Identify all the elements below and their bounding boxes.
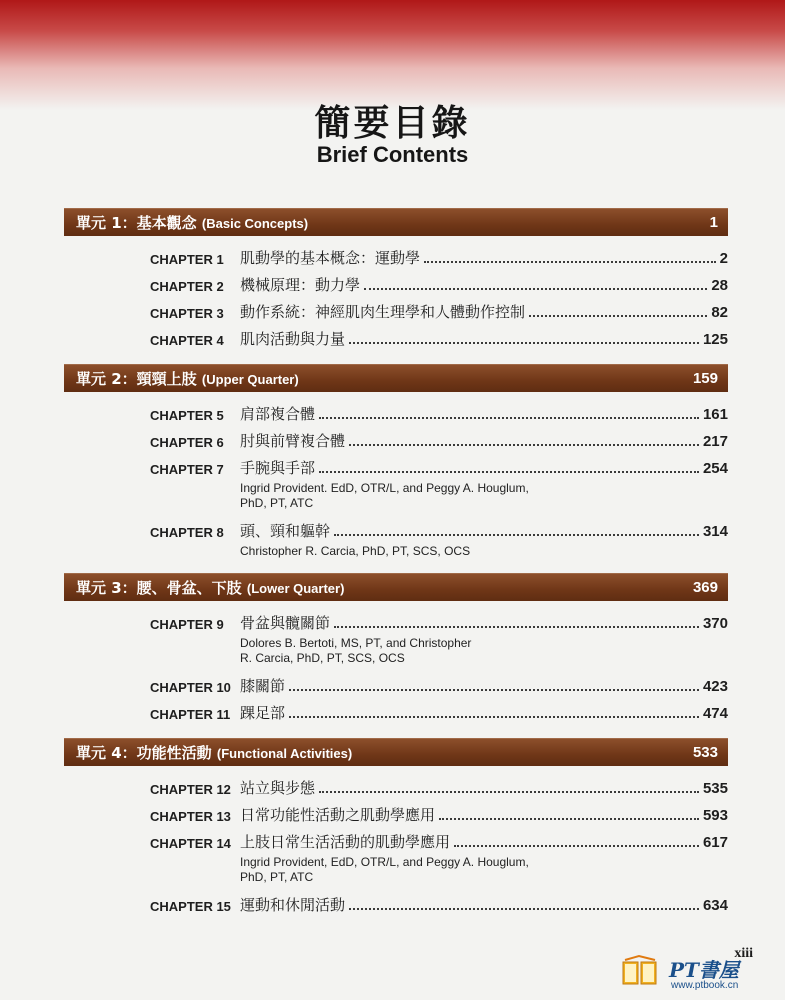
dot-leader (319, 471, 699, 473)
book-logo-icon (621, 954, 661, 988)
page-title-cn: 簡要目錄 (314, 103, 471, 144)
unit-title-en: (Lower Quarter) (246, 581, 345, 596)
chapter-entry[interactable] (150, 515, 728, 542)
chapter-entry[interactable] (150, 826, 728, 853)
dot-leader (289, 716, 699, 718)
chapter-title: 運動和休閒活動 (240, 896, 346, 914)
chapter-label: CHAPTER 2 (150, 279, 224, 294)
chapter-title: 手腕與手部 (240, 459, 316, 477)
author-line: Ingrid Provident, EdD, OTR/L, and Peggy A. Houglum, (240, 855, 529, 869)
dot-leader (349, 342, 699, 344)
unit-title (76, 212, 308, 233)
watermark-url: www.ptbook.cn (671, 980, 739, 991)
unit-title (76, 742, 352, 763)
chapter-page-number: 28 (711, 277, 728, 294)
unit-section (64, 208, 728, 350)
chapter-entry[interactable] (150, 799, 728, 826)
chapter-page-number: 593 (702, 807, 728, 824)
dot-leader (349, 908, 699, 910)
chapter-page-number: 370 (702, 615, 728, 632)
chapter-title: 站立與步態 (240, 779, 316, 797)
chapter-entry[interactable] (150, 242, 728, 269)
chapter-page-number: 217 (702, 433, 728, 450)
dot-leader (349, 444, 699, 446)
chapter-entry[interactable] (150, 697, 728, 724)
unit-title-cn: 單元 4：功能性活動 (76, 744, 212, 762)
chapter-title: 踝足部 (240, 704, 286, 722)
chapter-page-number: 125 (702, 331, 728, 348)
unit-title (76, 577, 344, 598)
chapter-title: 日常功能性活動之肌動學應用 (240, 806, 436, 824)
chapter-label: CHAPTER 15 (150, 899, 231, 914)
chapter-title: 機械原理：動力學 (240, 276, 361, 294)
chapter-page-number: 161 (702, 406, 728, 423)
author-line: Dolores B. Bertoti, MS, PT, and Christopher (240, 636, 472, 650)
chapter-label: CHAPTER 14 (150, 836, 231, 851)
chapter-page-number: 2 (719, 250, 728, 267)
unit-title-cn: 單元 3：腰、骨盆、下肢 (76, 579, 242, 597)
chapter-title: 骨盆與髖關節 (240, 614, 331, 632)
chapter-authors (240, 636, 728, 666)
chapter-list (64, 236, 728, 350)
chapter-title: 肌肉活動與力量 (240, 330, 346, 348)
dot-leader (334, 534, 699, 536)
chapter-page-number: 535 (702, 780, 728, 797)
author-line: Ingrid Provident. EdD, OTR/L, and Peggy A. Houglum, (240, 481, 529, 495)
chapter-title: 肩部複合體 (240, 405, 316, 423)
unit-header-bar[interactable] (64, 208, 728, 236)
chapter-entry[interactable] (150, 425, 728, 452)
chapter-authors (240, 855, 728, 885)
chapter-label: CHAPTER 6 (150, 435, 224, 450)
chapter-page-number: 314 (702, 523, 728, 540)
chapter-entry[interactable] (150, 670, 728, 697)
chapter-title: 動作系統：神經肌肉生理學和人體動作控制 (240, 303, 526, 321)
unit-page-number: 159 (692, 370, 718, 387)
unit-title-en: (Basic Concepts) (201, 216, 309, 231)
unit-page-number: 369 (692, 579, 718, 596)
chapter-page-number: 634 (702, 897, 728, 914)
chapter-entry[interactable] (150, 452, 728, 479)
chapter-title: 肌動學的基本概念：運動學 (240, 249, 421, 267)
chapter-authors (240, 481, 728, 511)
unit-title-cn: 單元 2：頸頸上肢 (76, 370, 197, 388)
chapter-list (64, 392, 728, 559)
chapter-label: CHAPTER 5 (150, 408, 224, 423)
chapter-page-number: 82 (711, 304, 728, 321)
chapter-entry[interactable] (150, 398, 728, 425)
unit-header-bar[interactable] (64, 738, 728, 766)
chapter-label: CHAPTER 8 (150, 525, 224, 540)
page-number: xiii (734, 946, 753, 961)
chapter-title: 頭、頸和軀幹 (240, 522, 331, 540)
dot-leader (454, 845, 699, 847)
chapter-label: CHAPTER 1 (150, 252, 224, 267)
chapter-page-number: 423 (702, 678, 728, 695)
chapter-entry[interactable] (150, 269, 728, 296)
chapter-title: 上肢日常生活活動的肌動學應用 (240, 833, 451, 851)
chapter-entry[interactable] (150, 323, 728, 350)
unit-section (64, 738, 728, 916)
unit-header-bar[interactable] (64, 364, 728, 392)
dot-leader (364, 288, 707, 290)
chapter-list (64, 766, 728, 916)
chapter-entry[interactable] (150, 296, 728, 323)
dot-leader (424, 261, 716, 263)
chapter-entry[interactable] (150, 607, 728, 634)
chapter-label: CHAPTER 9 (150, 617, 224, 632)
chapter-label: CHAPTER 12 (150, 782, 231, 797)
table-of-contents (64, 208, 728, 930)
author-line: Christopher R. Carcia, PhD, PT, SCS, OCS (240, 544, 471, 558)
dot-leader (289, 689, 699, 691)
chapter-label: CHAPTER 3 (150, 306, 224, 321)
unit-page-number: 533 (692, 744, 718, 761)
unit-page-number: 1 (709, 214, 718, 231)
dot-leader (529, 315, 707, 317)
chapter-label: CHAPTER 4 (150, 333, 224, 348)
chapter-page-number: 474 (702, 705, 728, 722)
chapter-page-number: 254 (702, 460, 728, 477)
page-title-en: Brief Contents (316, 142, 469, 167)
chapter-label: CHAPTER 13 (150, 809, 231, 824)
chapter-label: CHAPTER 7 (150, 462, 224, 477)
top-red-gradient (0, 0, 785, 110)
unit-title-en: (Functional Activities) (216, 746, 353, 761)
chapter-entry[interactable] (150, 772, 728, 799)
unit-title (76, 368, 299, 389)
dot-leader (439, 818, 699, 820)
dot-leader (334, 626, 699, 628)
author-line: PhD, PT, ATC (240, 496, 314, 510)
unit-header-bar[interactable] (64, 573, 728, 601)
watermark-name: PT書屋 (669, 958, 739, 982)
chapter-label: CHAPTER 11 (150, 707, 231, 722)
unit-title-cn: 單元 1：基本觀念 (76, 214, 197, 232)
unit-section (64, 364, 728, 559)
unit-section (64, 573, 728, 724)
chapter-list (64, 601, 728, 724)
chapter-title: 肘與前臂複合體 (240, 432, 346, 450)
chapter-title: 膝關節 (240, 677, 286, 695)
chapter-authors (240, 544, 728, 559)
chapter-entry[interactable] (150, 889, 728, 916)
dot-leader (319, 417, 699, 419)
chapter-label: CHAPTER 10 (150, 680, 231, 695)
dot-leader (319, 791, 699, 793)
author-line: PhD, PT, ATC (240, 870, 314, 884)
unit-title-en: (Upper Quarter) (201, 372, 299, 387)
chapter-page-number: 617 (702, 834, 728, 851)
author-line: R. Carcia, PhD, PT, SCS, OCS (240, 651, 405, 665)
